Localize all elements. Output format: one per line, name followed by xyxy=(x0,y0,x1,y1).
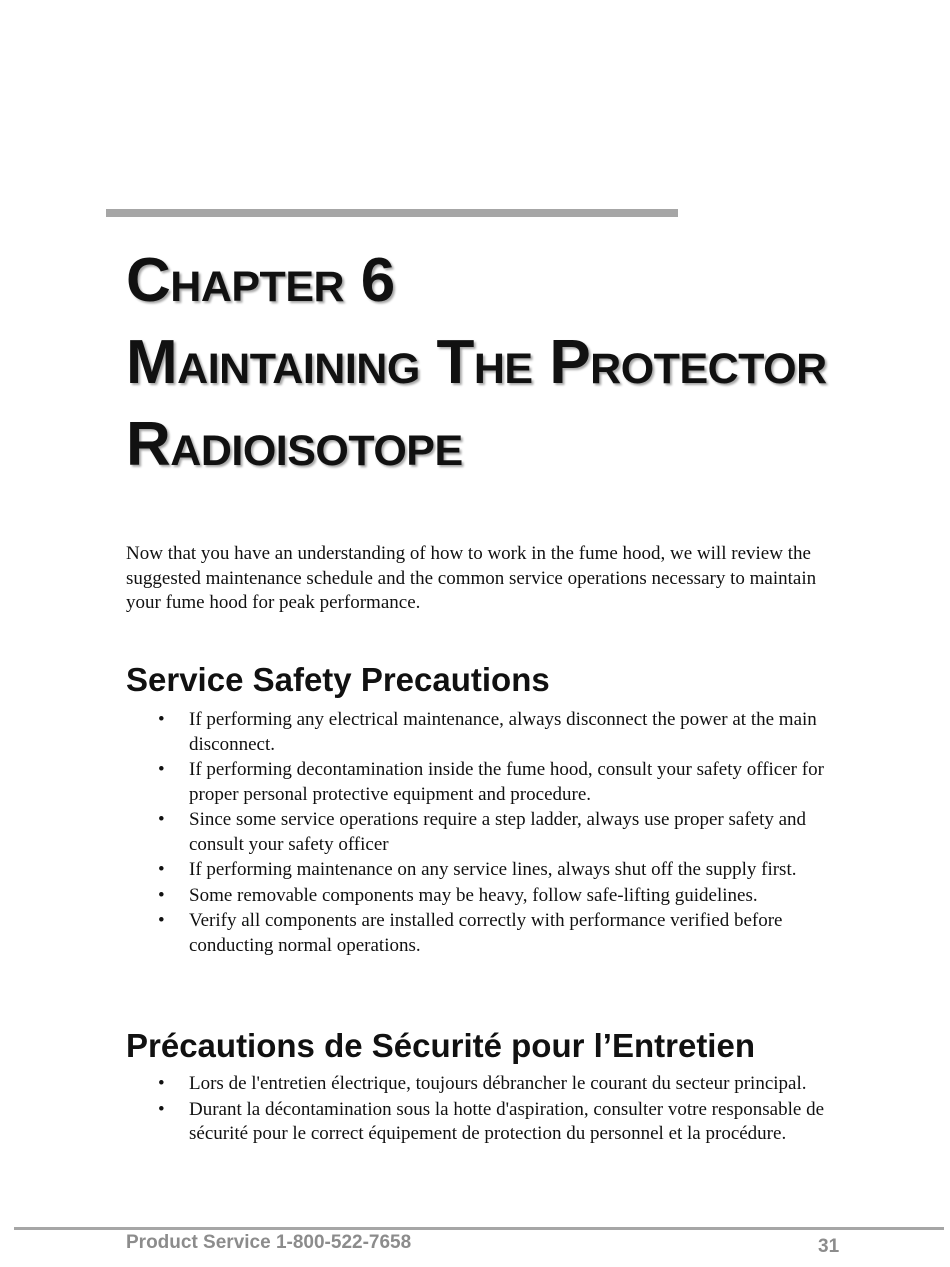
list-item-text: If performing maintenance on any service lines, always shut off the supply first. xyxy=(189,859,797,880)
bullet-icon: • xyxy=(158,859,165,880)
bullet-icon: • xyxy=(158,1073,165,1094)
service-safety-list xyxy=(126,708,836,959)
chapter-title-line-2: Radioisotope xyxy=(126,410,463,479)
intro-paragraph: Now that you have an understanding of how to work in the fume hood, we will review the suggested maintenance schedule and the common service operations necessary to maintain your fume hood for peak performance. xyxy=(126,543,817,613)
bullet-icon: • xyxy=(158,759,165,780)
precautions-fr-list xyxy=(126,1072,836,1148)
list-item xyxy=(126,758,836,807)
bullet-icon: • xyxy=(158,884,165,906)
list-item-text: Since some service operations require a step ladder, always use proper safety and consult your safety officer xyxy=(189,809,807,855)
list-item-text: Lors de l'entretien électrique, toujours débrancher le courant du secteur principal. xyxy=(189,1073,807,1094)
chapter-title-line-1: Maintaining The Protector xyxy=(126,328,827,397)
list-item xyxy=(126,858,836,883)
list-item xyxy=(126,1072,836,1097)
section-heading-precautions-fr: Précautions de Sécurité pour l’Entretien xyxy=(126,1027,755,1064)
footer-product-service: Product Service 1-800-522-7658 xyxy=(126,1232,412,1253)
list-item xyxy=(126,884,836,909)
list-item-text: Some removable components may be heavy, follow safe-lifting guidelines. xyxy=(189,884,758,906)
page-number: 31 xyxy=(818,1236,840,1257)
list-item-text: Verify all components are installed correctly with performance verified before conducting normal operations. xyxy=(189,910,783,956)
list-item xyxy=(126,708,836,757)
footer-rule xyxy=(14,1227,944,1230)
bullet-icon: • xyxy=(158,709,165,730)
chapter-top-rule xyxy=(106,209,678,217)
list-item xyxy=(126,909,836,958)
section-heading-service-safety: Service Safety Precautions xyxy=(126,661,550,698)
chapter-title xyxy=(126,246,926,496)
bullet-icon: • xyxy=(158,1098,165,1120)
chapter-number-line: Chapter 6 xyxy=(126,246,395,315)
list-item xyxy=(126,808,836,857)
list-item-text: If performing decontamination inside the fume hood, consult your safety officer for proper personal protective equipment and procedure. xyxy=(189,759,824,805)
bullet-icon: • xyxy=(158,910,165,931)
list-item xyxy=(126,1098,836,1147)
bullet-icon: • xyxy=(158,809,165,830)
list-item-text: Durant la décontamination sous la hotte d'aspiration, consulter votre responsable de sécurité pour le correct équipement de protection du personnel et la procédure. xyxy=(189,1098,824,1144)
list-item-text: If performing any electrical maintenance, always disconnect the power at the main disconnect. xyxy=(189,709,817,755)
